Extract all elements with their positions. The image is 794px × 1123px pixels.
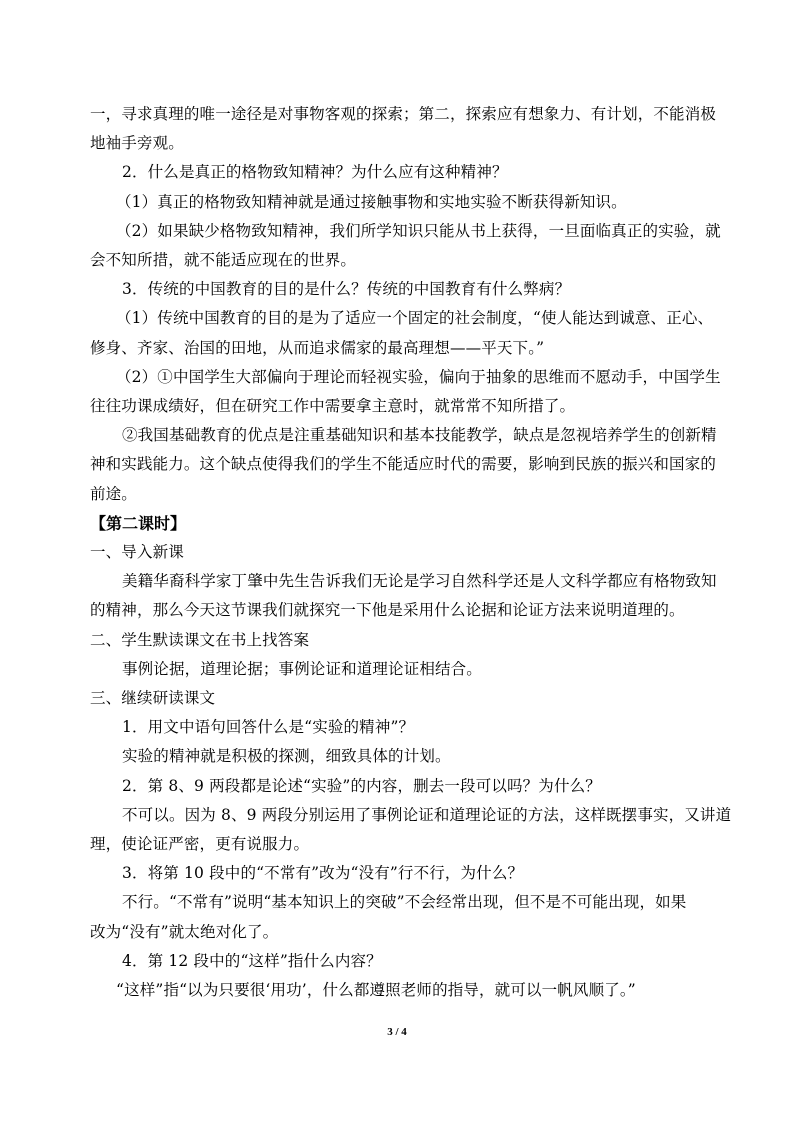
answer-line: （2）①中国学生大部偏向于理论而轻视实验，偏向于抽象的思维而不愿动手，中国学生	[116, 367, 721, 386]
answer-line: （1）真正的格物致知精神就是通过接触事物和实地实验不断获得新知识。	[116, 192, 627, 211]
question-line: 2．第 8、9 两段都是论述“实验”的内容，删去一段可以吗？为什么？	[122, 776, 601, 795]
answer-line: 改为“没有”就太绝对化了。	[90, 922, 279, 941]
answer-line: ②我国基础教育的优点是注重基础知识和基本技能教学，缺点是忽视培养学生的创新精	[122, 426, 717, 445]
question-line: 4．第 12 段中的“这样”指什么内容？	[122, 951, 382, 970]
answer-line: 不行。“不常有”说明“基本知识上的突破”不会经常出现，但不是不可能出现，如果	[122, 893, 687, 912]
document-body	[90, 100, 732, 1005]
answer-line: 理，使论证严密，更有说服力。	[90, 835, 310, 854]
answer-line: 实验的精神就是积极的探测，细致具体的计划。	[122, 747, 451, 766]
answer-line: “这样”指“以为只要很‘用功’，什么都遵照老师的指导，就可以一帆风顺了。”	[116, 981, 636, 1000]
question-line: 1．用文中语句回答什么是“实验的精神”？	[122, 718, 415, 737]
answer-line: 神和实践能力。这个缺点使得我们的学生不能适应时代的需要，影响到民族的振兴和国家的	[90, 455, 717, 474]
paragraph-line: 的精神，那么今天这节课我们就探究一下他是采用什么论据和论证方法来说明道理的。	[90, 601, 685, 620]
answer-line: 前途。	[90, 484, 137, 503]
question-line: 2．什么是真正的格物致知精神？为什么应有这种精神？	[122, 163, 508, 182]
paragraph-line: 美籍华裔科学家丁肇中先生告诉我们无论是学习自然科学还是人文科学都应有格物致知	[122, 572, 717, 591]
subsection-heading: 三、继续研读课文	[90, 689, 216, 708]
answer-line: 会不知所措，就不能适应现在的世界。	[90, 251, 357, 270]
page-number: 3 / 4	[387, 1026, 407, 1038]
answer-line: （2）如果缺少格物致知精神，我们所学知识只能从书上获得，一旦面临真正的实验，就	[116, 221, 721, 240]
paragraph-line: 事例论据，道理论据；事例论证和道理论证相结合。	[122, 659, 482, 678]
answer-line: 不可以。因为 8、9 两段分别运用了事例论证和道理论证的方法，这样既摆事实，又讲道	[122, 805, 732, 824]
subsection-heading: 一、导入新课	[90, 543, 184, 562]
paragraph-line: 一，寻求真理的唯一途径是对事物客观的探索；第二，探索应有想象力、有计划，不能消极	[90, 105, 717, 123]
answer-line: 往往功课成绩好，但在研究工作中需要拿主意时，就常常不知所措了。	[90, 397, 576, 416]
question-line: 3．将第 10 段中的“不常有”改为“没有”行不行，为什么？	[122, 864, 524, 883]
answer-line: 修身、齐家、治国的田地，从而追求儒家的最高理想——平天下。”	[90, 338, 545, 357]
paragraph-line: 地袖手旁观。	[90, 134, 184, 153]
question-line: 3．传统的中国教育的目的是什么？传统的中国教育有什么弊病？	[122, 280, 571, 299]
answer-line: （1）传统中国教育的目的是为了适应一个固定的社会制度，“使人能达到诚意、正心、	[116, 309, 714, 328]
subsection-heading: 二、学生默读课文在书上找答案	[90, 630, 310, 649]
section-heading: 【第二课时】	[90, 513, 187, 533]
